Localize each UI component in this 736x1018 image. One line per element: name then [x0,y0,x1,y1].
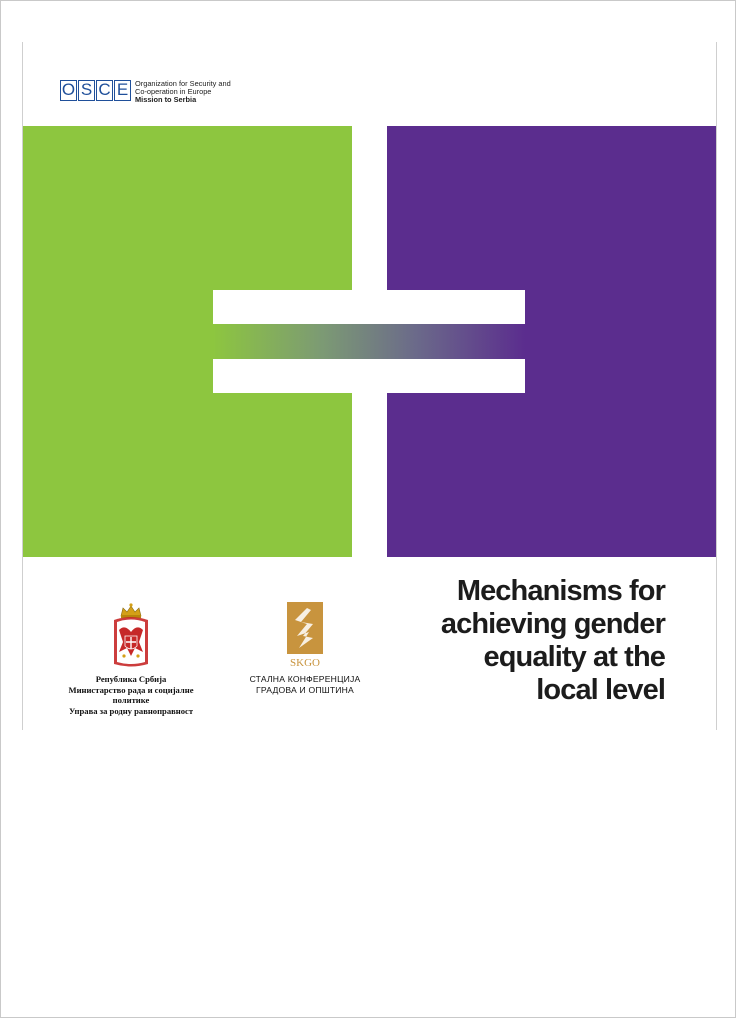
ministry-name [50,674,212,716]
osce-letter: C [96,80,113,101]
osce-wordmark [60,80,131,101]
osce-name-line: Organization for Security and [135,79,231,88]
serbian-coat-of-arms-icon [111,602,151,670]
osce-name [135,80,231,105]
ministry-logo [50,602,212,716]
skgo-mark-text: SKGO [290,657,320,669]
equals-bar-top [213,290,525,324]
skgo-name-line: СТАЛНА КОНФЕРЕНЦИЈА [249,674,361,684]
osce-mission-line: Mission to Serbia [135,95,197,105]
title-line: achieving gender [440,608,665,640]
osce-logo [60,80,231,105]
title-line: local level [536,674,665,706]
skgo-logo [240,602,370,695]
ministry-name-line: Министарство рада и социјалне политике [68,684,194,705]
skgo-mark-icon [285,602,325,670]
title-line: equality at the [483,641,665,673]
trim-line-right [716,42,717,730]
equals-bar-bottom [213,359,525,393]
ministry-name-line: Управа за родну равноправност [68,705,194,716]
ministry-name-line: Република Србија [95,674,167,684]
skgo-name-line: ГРАДОВА И ОПШТИНА [256,684,354,695]
osce-letter: S [78,80,95,101]
osce-letter: O [61,80,76,99]
osce-name-line: Co-operation in Europe [135,87,212,97]
skgo-name [240,674,370,695]
equals-gradient-band [213,324,525,359]
osce-letter: E [114,80,131,101]
document-title [392,575,665,707]
title-line: Mechanisms for [456,575,665,607]
